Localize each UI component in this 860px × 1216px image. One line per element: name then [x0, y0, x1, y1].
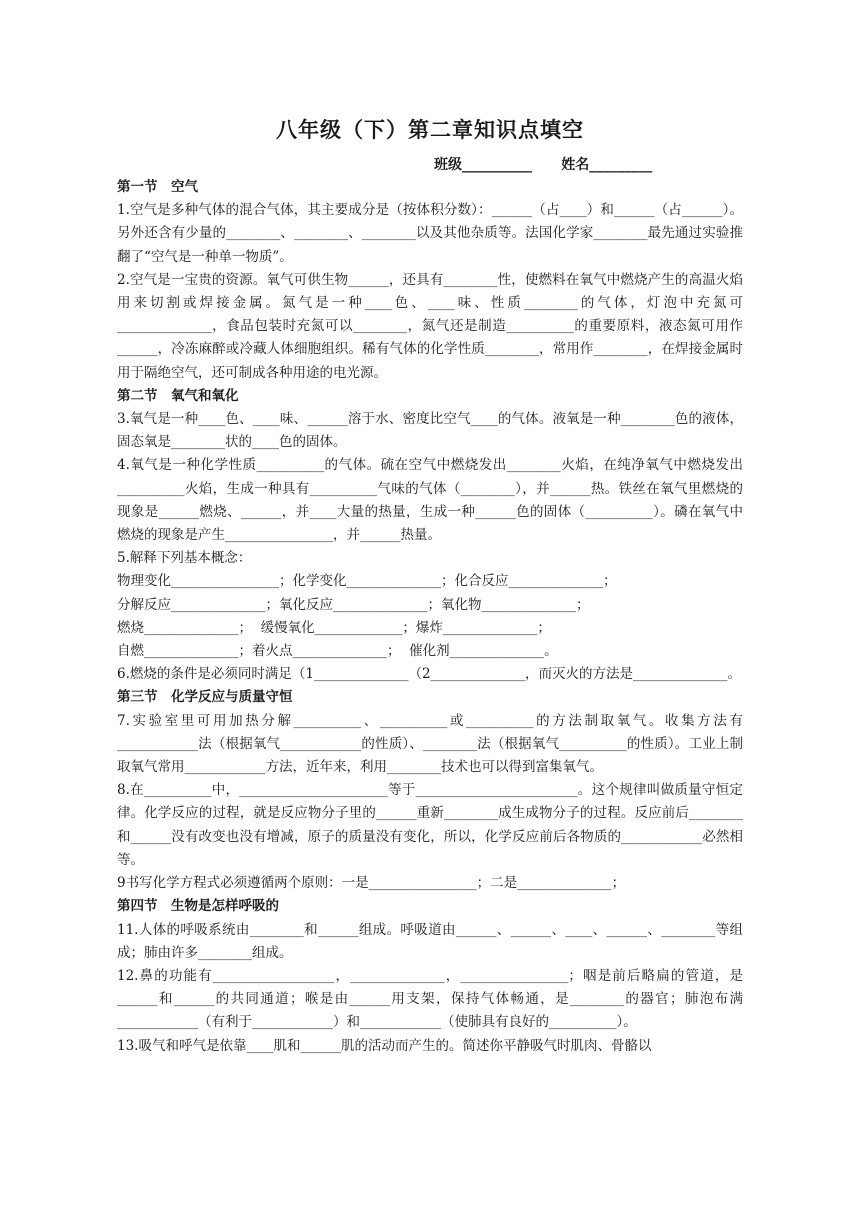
document-body — [117, 176, 743, 1058]
question-paragraph: 6.燃烧的条件是必须同时满足（1______________（2______________，而灭火的方法是______________。 — [117, 666, 742, 683]
question-paragraph: 12.鼻的功能有__________________，______________，________________；咽是前后略扁的管道，是______和______的共同通道；喉是由______用支架，保持气体畅通，是________的器官；肺泡布满____________（有利于____________）和____________（使肺具有良好的__________）。 — [117, 967, 743, 1031]
question-paragraph: 13.吸气和呼气是依靠____肌和______肌的活动而产生的。简述你平静吸气时肌肉、骨骼以 — [117, 1037, 652, 1054]
question-paragraph: 2.空气是一宝贵的资源。氧气可供生物______，还具有________性，使燃料在氧气中燃烧产生的高温火焰用来切割或焊接金属。氮气是一种____色、____味、性质________的气体，灯泡中充氮可______________，食品包装时充氮可以________，氮气还是制造__________的重要原料，液态氮可用作______，冷冻麻醉或冷藏人体细胞组织。稀有气体的化学性质________，常用作________，在焊接金属时用于隔绝空气，还可制成各种用途的电光源。 — [117, 271, 743, 381]
class-name-fields: 班级__________ 姓名_________ — [434, 157, 653, 173]
question-paragraph: 4.氧气是一种化学性质__________的气体。硫在空气中燃烧发出________火焰，在纯净氧气中燃烧发出__________火焰，生成一种具有__________气味的气体（________），并______热。铁丝在氧气里燃烧的现象是______燃烧、______，并____大量的热量，生成一种______色的固体（__________）。磷在氧气中燃烧的现象是产生________________，并______热量。 — [117, 457, 743, 544]
definition-row: 燃烧______________； 缓慢氧化_____________；爆炸______________； — [117, 619, 551, 636]
document-title: 八年级（下）第二章知识点填空 — [276, 117, 584, 142]
section-heading: 第三节 化学反应与质量守恒 — [117, 689, 293, 706]
question-paragraph: 8.在__________中，______________________等于________________________。这个规律叫做质量守恒定律。化学反应的过程，就是反应物分子里的______重新________成生成物分子的过程。反应前后________和______没有改变也没有增减，原子的质量没有变化，所以，化学反应前后各物质的____________必然相等。 — [117, 782, 743, 868]
definition-row: 自燃______________；着火点______________； 催化剂______________。 — [117, 643, 558, 660]
section-heading: 第二节 氧气和氧化 — [117, 387, 239, 404]
definition-row: 分解反应______________；氧化反应______________；氧化物______________； — [117, 596, 590, 613]
question-paragraph: 5.解释下列基本概念： — [117, 550, 252, 567]
definition-row: 物理变化________________；化学变化______________；化合反应______________； — [117, 573, 617, 590]
question-paragraph: 9书写化学方程式必须遵循两个原则：一是________________；二是______________； — [117, 875, 626, 892]
section-heading: 第四节 生物是怎样呼吸的 — [117, 898, 279, 915]
section-heading: 第一节 空气 — [117, 179, 198, 195]
question-paragraph: 3.氧气是一种____色、____味、______溶于水、密度比空气____的气体。液氧是一种________色的液体，固态氧是________状的____色的固体。 — [117, 411, 743, 451]
question-paragraph: 11.人体的呼吸系统由________和______组成。呼吸道由______、______、____、______、________等组成；肺由许多________组成。 — [117, 921, 743, 961]
question-paragraph: 7.实验室里可用加热分解__________、__________或__________的方法制取氧气。收集方法有____________法（根据氧气____________的性质）、________法（根据氧气__________的性质）。工业上制取氧气常用____________方法，近年来，利用________技术也可以得到富集氧气。 — [117, 712, 743, 776]
question-paragraph: 1.空气是多种气体的混合气体，其主要成分是（按体积分数）：______（占____）和______（占______）。另外还含有少量的________、________、________以及其他杂质等。法国化学家________最先通过实验推翻了“空气是一种单一物质”。 — [117, 202, 743, 265]
